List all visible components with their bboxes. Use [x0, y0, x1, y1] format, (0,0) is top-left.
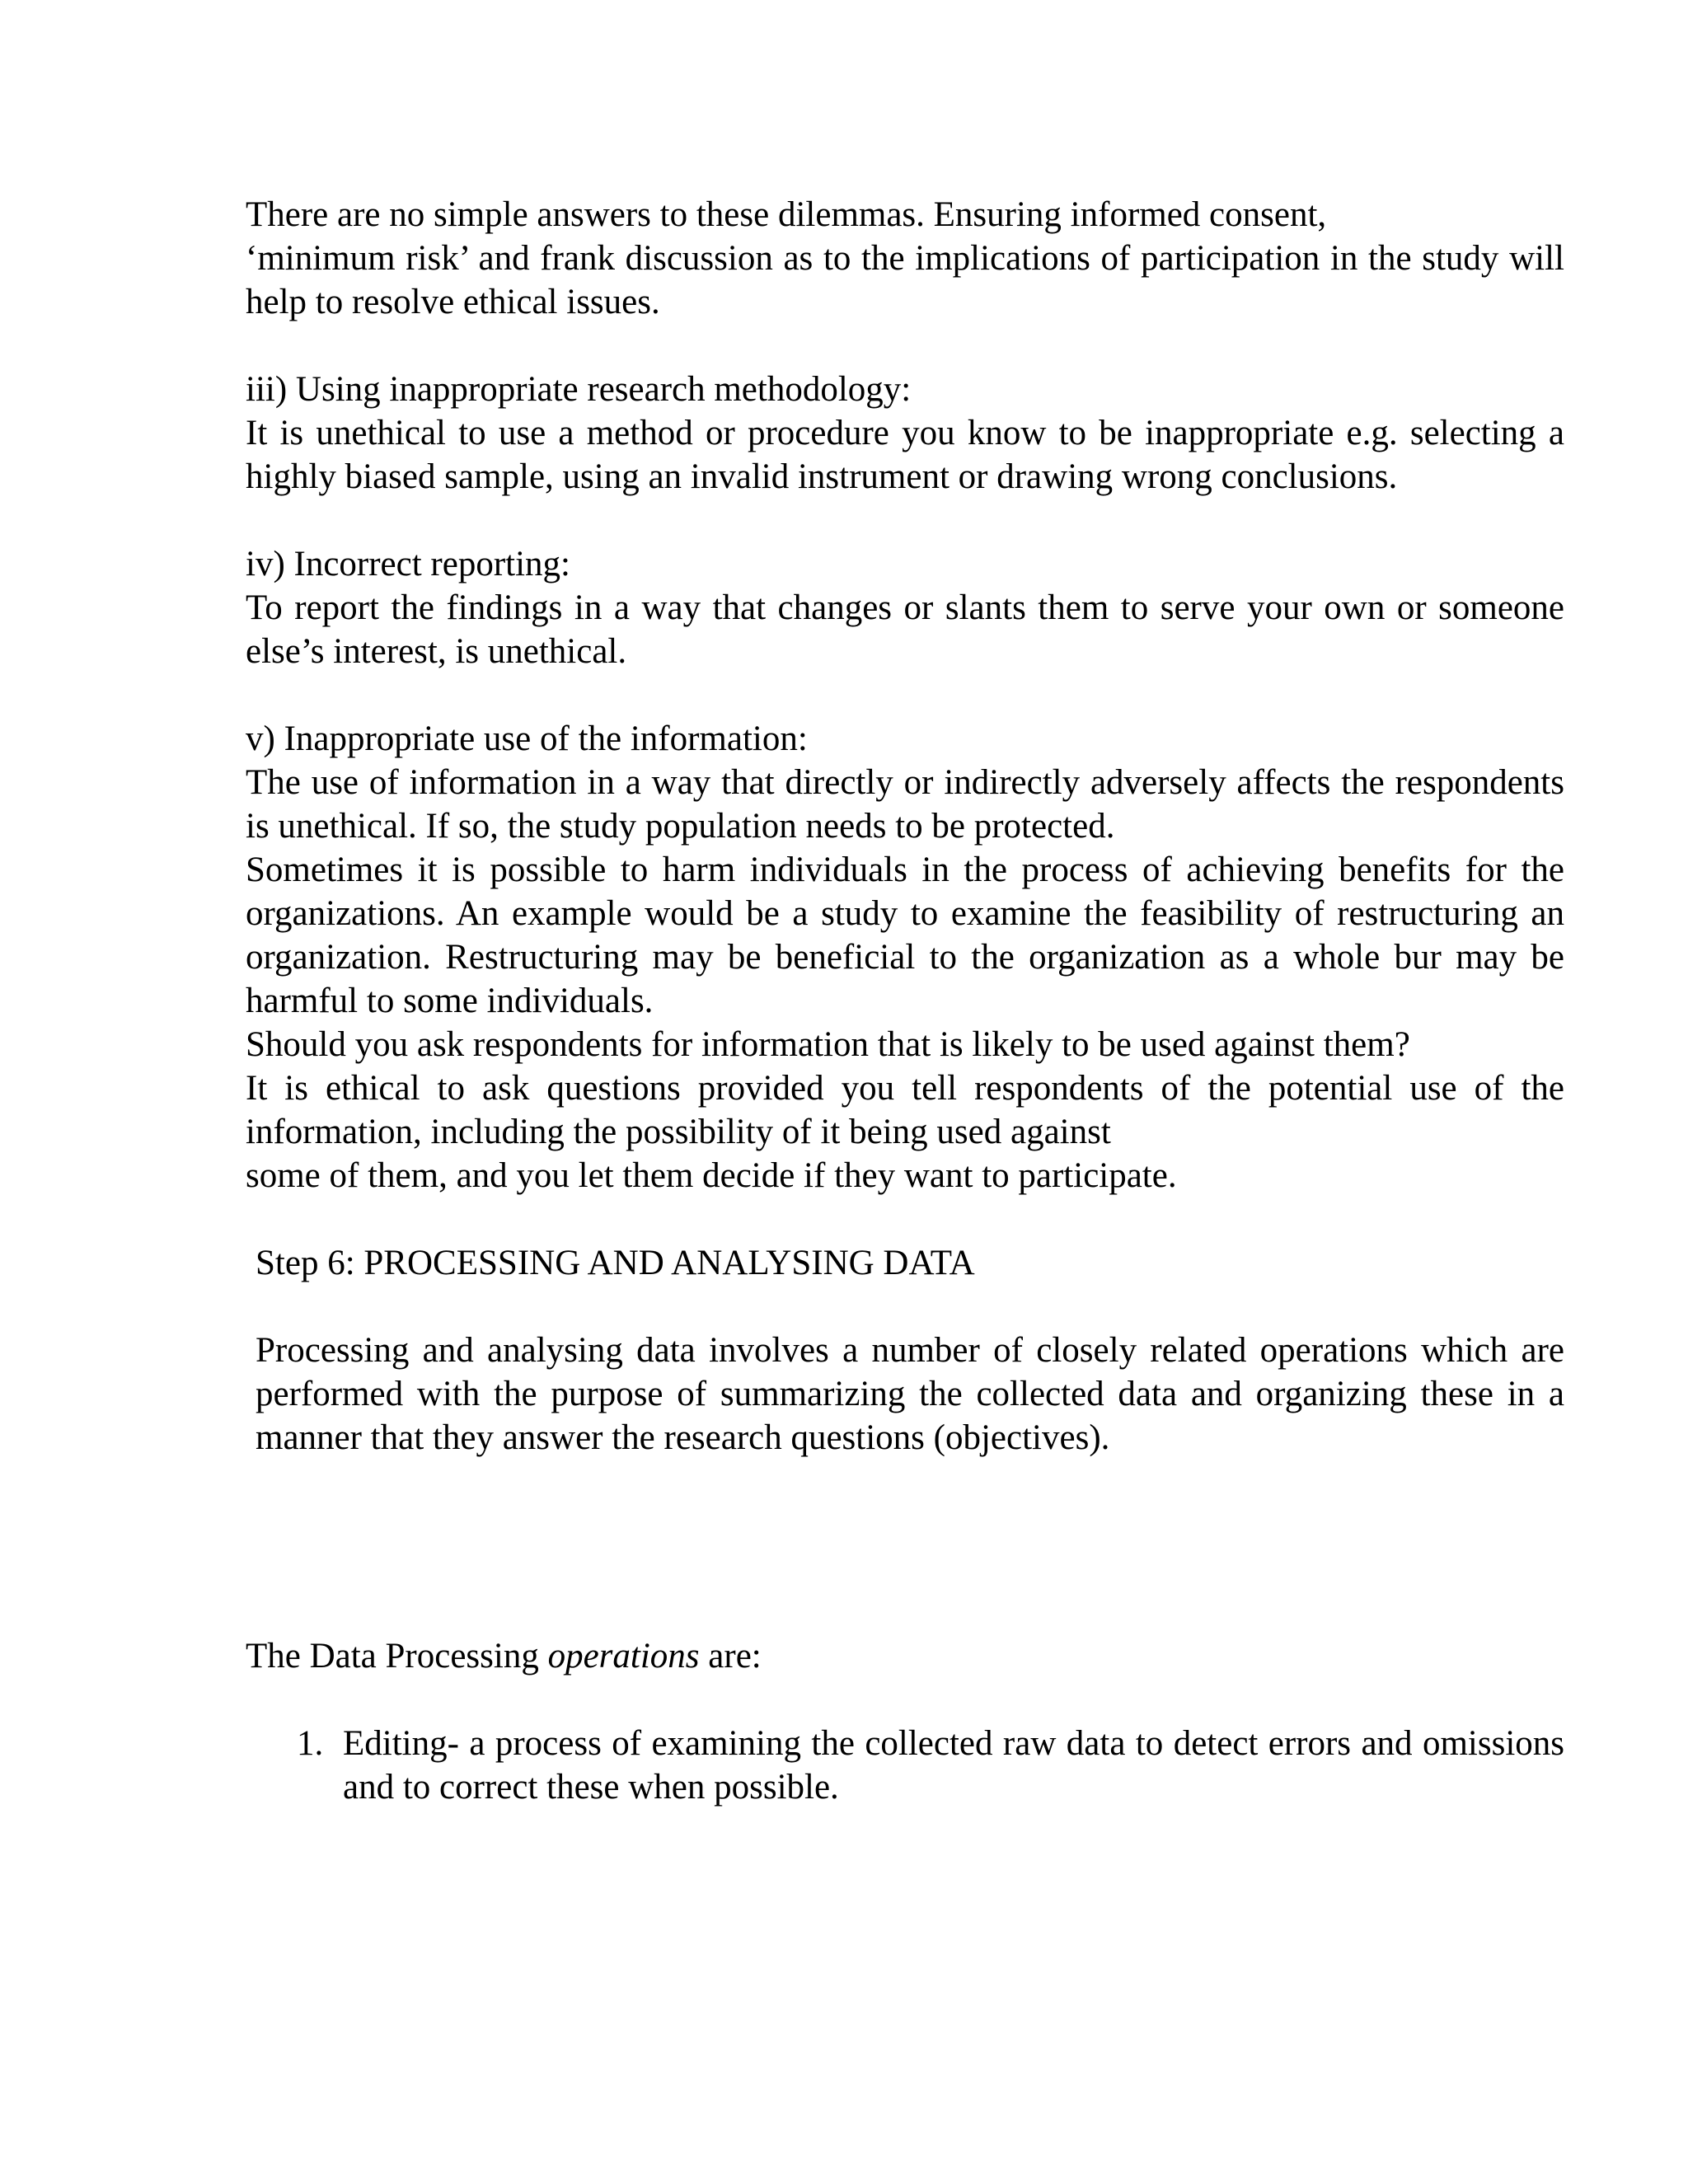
spacer	[246, 324, 1564, 368]
intro-line-2: ‘minimum risk’ and frank discussion as to the implications of participation in the study will help to resolve ethical issues.	[246, 239, 1564, 321]
operations-lead-text: The Data Processing	[246, 1637, 548, 1675]
spacer	[246, 1197, 1564, 1241]
section-v-paragraph-2: Sometimes it is possible to harm individuals in the process of achieving benefits for the organizations. An example would be a study to examine the feasibility of restructuring an organization. Restructuring may be beneficial to the organization as a whole bur may be harmful to some individuals.	[246, 851, 1564, 1020]
operations-lead	[246, 1634, 1564, 1678]
operations-lead-italic: operations	[547, 1637, 700, 1675]
spacer	[246, 1503, 1564, 1547]
spacer	[246, 673, 1564, 717]
spacer	[246, 1460, 1564, 1503]
step-6-heading: Step 6: PROCESSING AND ANALYSING DATA	[256, 1244, 975, 1282]
spacer	[246, 1678, 1564, 1722]
section-iv-heading: iv) Incorrect reporting:	[246, 545, 570, 583]
spacer	[246, 1547, 1564, 1591]
section-v-paragraph-4-line-2: some of them, and you let them decide if they want to participate.	[246, 1156, 1177, 1195]
list-item-number: 1.	[297, 1724, 324, 1763]
section-v-question: Should you ask respondents for information that is likely to be used against them?	[246, 1025, 1410, 1064]
spacer	[246, 1591, 1564, 1634]
section-v-heading: v) Inappropriate use of the information:	[246, 719, 808, 758]
section-v-paragraph-1: The use of information in a way that directly or indirectly adversely affects the respondents is unethical. If so, the study population needs to be protected.	[246, 763, 1564, 846]
section-v-paragraph-4	[246, 1066, 1564, 1197]
spacer	[246, 1285, 1564, 1329]
section-iii-body: It is unethical to use a method or procedure you know to be inappropriate e.g. selecting a highly biased sample, using an invalid instrument or drawing wrong conclusions.	[246, 414, 1564, 496]
list-item-text: Editing- a process of examining the collected raw data to detect errors and omissions and to correct these when possible.	[343, 1724, 1564, 1807]
list-item	[246, 1722, 1564, 1809]
operations-list	[246, 1722, 1564, 1809]
document-body	[246, 193, 1564, 1809]
section-iv-body: To report the findings in a way that changes or slants them to serve your own or someone else’s interest, is unethical.	[246, 588, 1564, 671]
section-v-paragraph-4-line-1: It is ethical to ask questions provided you tell respondents of the potential use of the information, including the possibility of it being used against	[246, 1069, 1564, 1151]
intro-line-1: There are no simple answers to these dilemmas. Ensuring informed consent,	[246, 195, 1327, 234]
operations-lead-end: are:	[699, 1637, 762, 1675]
step-6-body: Processing and analysing data involves a number of closely related operations which are performed with the purpose of summarizing the collected data and organizing these in a manner that they answer the research questions (objectives).	[256, 1331, 1564, 1457]
spacer	[246, 499, 1564, 542]
section-iii-heading: iii) Using inappropriate research methodology:	[246, 370, 912, 409]
intro-paragraph	[246, 193, 1564, 324]
